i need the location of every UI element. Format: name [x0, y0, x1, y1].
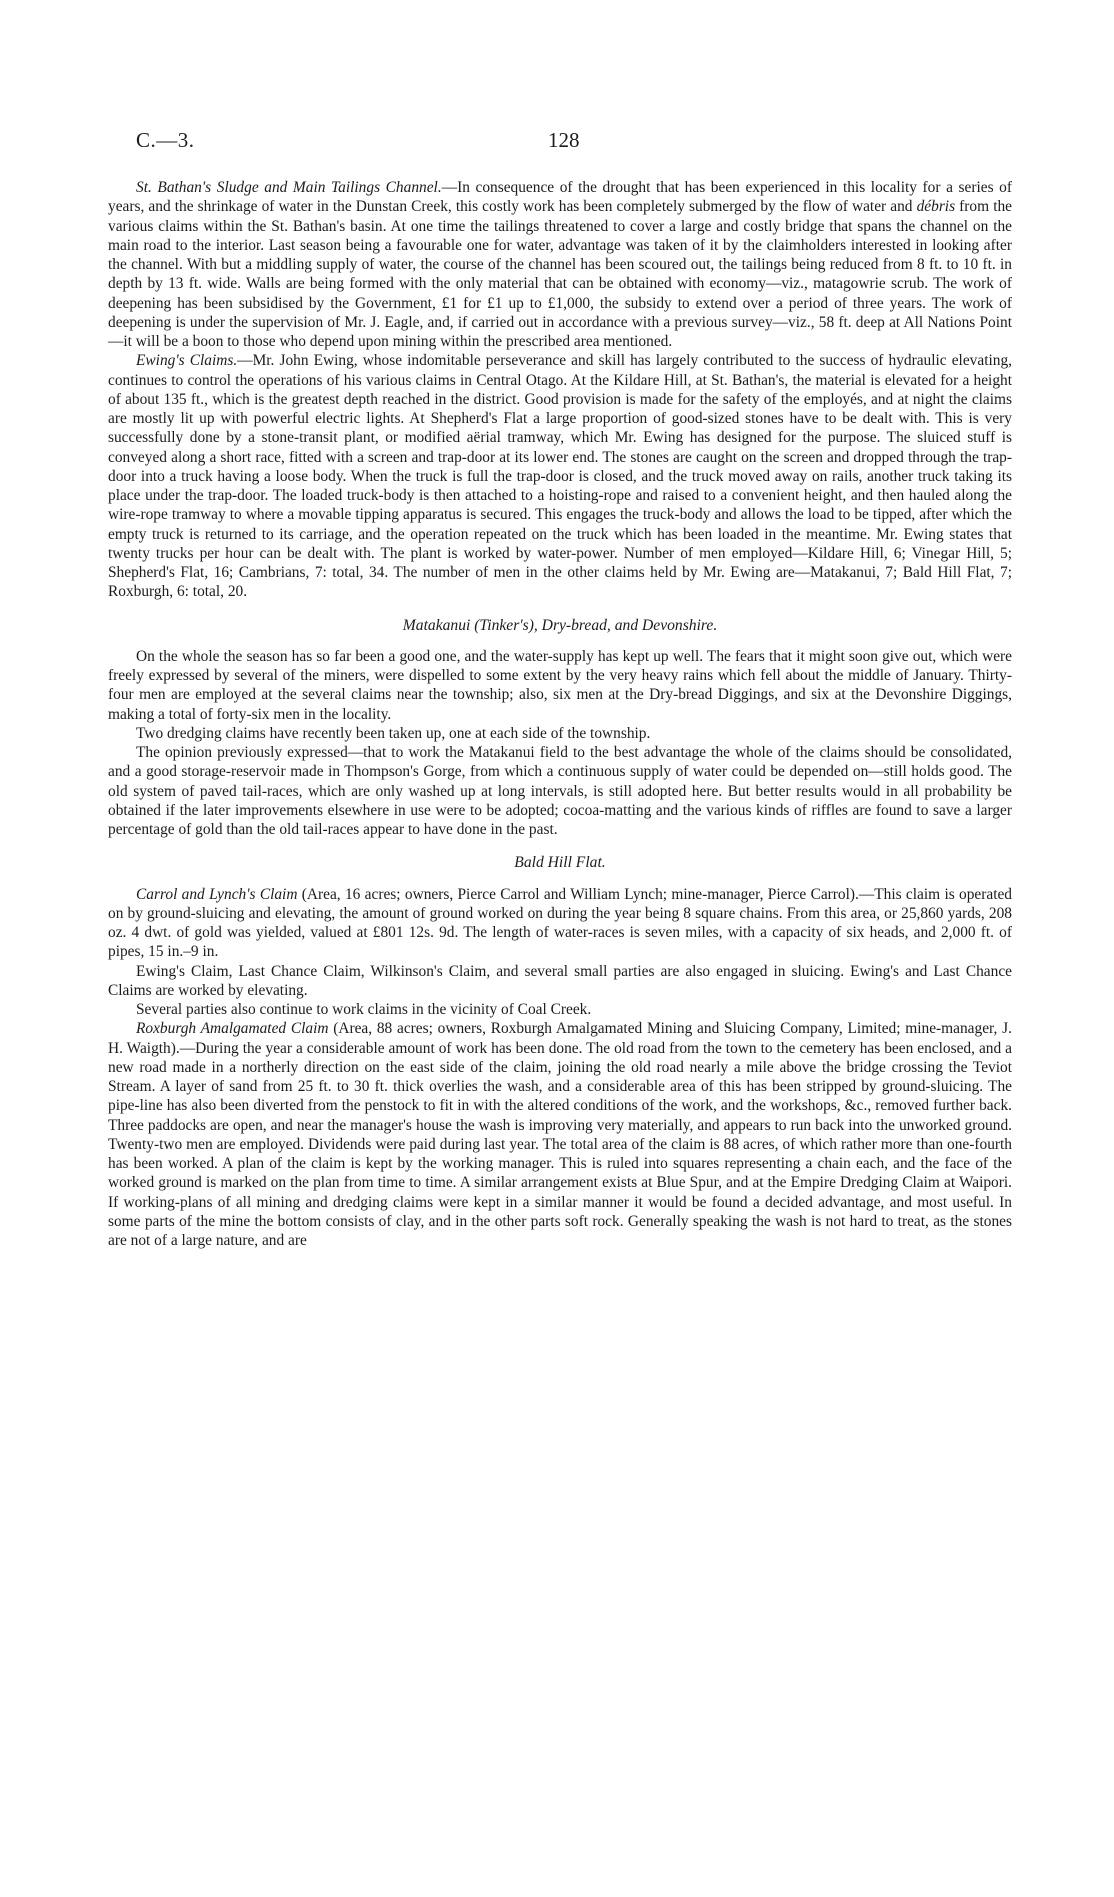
- section-heading-matakanui: Matakanui (Tinker's), Dry-bread, and Devonshire.: [402, 616, 718, 634]
- paragraph-matakanui-season: On the whole the season has so far been a good one, and the water-supply has kept up well. The fears that it might soon give out, which were freely expressed by several of the miners, were dispelled to some extent by the very heavy rains which fell about the middle of January. Thirty-four men are employed at the several claims near the township; also, six men at the Dry-bread Diggings, and six at the Devonshire Diggings, making a total of forty-six men in the locality.: [108, 647, 1012, 723]
- paragraph-ewings-claims: [108, 351, 1012, 601]
- paragraph-text: —In consequence of the drought that has been experienced in this locality for a series of years, and the shrinkage of water in the Dunstan Creek, this costly work has been completely submerged by the flow of water and: [108, 179, 1012, 216]
- paragraph-carrol-lynch-claim: [108, 885, 1012, 962]
- paragraph-title: Ewing's Claims.: [136, 352, 238, 370]
- paragraph-coal-creek: Several parties also continue to work claims in the vicinity of Coal Creek.: [136, 1001, 592, 1018]
- document-body: [108, 178, 1012, 1250]
- paragraph-st-bathans-channel: [108, 178, 1012, 351]
- paragraph-roxburgh-claim: [108, 1019, 1012, 1250]
- paragraph-title: Roxburgh Amalgamated Claim: [136, 1020, 329, 1038]
- paragraph-matakanui-opinion: The opinion previously expressed—that to work the Matakanui field to the best advantage the whole of the claims should be consolidated, and a good storage-reservoir made in Thompson's Gorge, from which a continuous supply of water could be depended on—still holds good. The old system of paved tail-races, which are only washed up at long intervals, is still adopted here. But better results would in all probability be obtained if the later improvements elsewhere in use were to be adopted; cocoa-matting and the various kinds of riffles are found to save a larger percentage of gold than the old tail-races appear to have done in the past.: [108, 744, 1012, 838]
- paragraph-text: (Area, 16 acres; owners, Pierce Carrol and William Lynch; mine-manager, Pierce Carrol).—This claim is operated on by ground-sluicing and elevating, the amount of ground worked on during the year being 8 square chains. From this area, or 25,860 yards, 208 oz. 4 dwt. of gold was yielded, valued at £801 12s. 9d. The length of water-races is seven miles, with a capacity of six heads, and 2,000 ft. of pipes, 15 in.–9 in.: [108, 885, 1013, 961]
- paragraph-text: (Area, 88 acres; owners, Roxburgh Amalgamated Mining and Sluicing Company, Limited; mine-manager, J. H. Waigth).—During the year a considerable amount of work has been done. The old road from the town to the cemetery has been enclosed, and a new road made in a northerly direction on the east side of the claim, joining the old road nearly a mile above the bridge crossing the Teviot Stream. A layer of sand from 25 ft. to 30 ft. thick overlies the wash, and a considerable area of this has been stripped by ground-sluicing. The pipe-line has also been diverted from the penstock to fit in with the altered conditions of the work, and the workshops, &c., removed further back. Three paddocks are open, and near the manager's house the wash is improving very materially, and appears to run back into the unworked ground. Twenty-two men are employed. Dividends were paid during last year. The total area of the claim is 88 acres, of which rather more than one-fourth has been worked. A plan of the claim is kept by the working manager. This is ruled into squares representing a chain each, and the face of the worked ground is marked on the plan from time to time. A similar arrangement exists at Blue Spur, and at the Empire Dredging Claim at Waipori. If working-plans of all mining and dredging claims were kept in a similar manner it would be found a decided advantage, and most useful. In some parts of the mine the bottom consists of clay, and in the other parts soft rock. Generally speaking the wash is not hard to treat, as the stones are not of a large nature, and are: [108, 1020, 1012, 1249]
- paragraph-dredging-claims: Two dredging claims have recently been taken up, one at each side of the township.: [136, 724, 651, 742]
- paragraph-ewings-sluicing: Ewing's Claim, Last Chance Claim, Wilkinson's Claim, and several small parties are also engaged in sluicing. Ewing's and Last Chance Claims are worked by elevating.: [108, 962, 1012, 999]
- page-header: [136, 128, 1016, 158]
- section-heading-bald-hill-flat: Bald Hill Flat.: [514, 854, 606, 872]
- page-number: 128: [548, 128, 580, 152]
- document-reference: C.—3.: [136, 128, 195, 152]
- paragraph-text: —Mr. John Ewing, whose indomitable perseverance and skill has largely contributed to the success of hydraulic elevating, continues to control the operations of his various claims in Central Otago. At the Kildare Hill, at St. Bathan's, the material is elevated for a height of about 135 ft., which is the greatest depth reached in the district. Good provision is made for the safety of the employés, and at night the claims are mostly lit up with powerful electric lights. At Shepherd's Flat a large proportion of good-sized stones have to be dealt with. This is very successfully done by a stone-transit plant, or modified aërial tramway, which Mr. Ewing has designed for the purpose. The sluiced stuff is conveyed along a short race, fitted with a screen and trap-door at its lower end. The stones are caught on the screen and dropped through the trap-door into a truck having a loose body. When the truck is full the trap-door is closed, and the truck moved away on rails, another truck taking its place under the trap-door. The loaded truck-body is then attached to a hoisting-rope and raised to a convenient height, and then hauled along the wire-rope tramway to where a movable tipping apparatus is secured. This engages the truck-body and allows the load to be tipped, after which the empty truck is returned to its carriage, and the operation repeated on the truck which has been loaded in the meantime. Mr. Ewing states that twenty trucks per hour can be dealt with. The plant is worked by water-power. Number of men employed—Kildare Hill, 6; Vinegar Hill, 5; Shepherd's Flat, 16; Cambrians, 7: total, 34. The number of men in the other claims held by Mr. Ewing are—Matakanui, 7; Bald Hill Flat, 7; Roxburgh, 6: total, 20.: [108, 352, 1012, 601]
- paragraph-text: from the various claims within the St. Bathan's basin. At one time the tailings threatened to cover a large and costly bridge that spans the channel on the main road to the interior. Last season being a favourable one for water, advantage was taken of it by the claimholders interested in looking after the channel. With but a middling supply of water, the course of the channel has been scoured out, the tailings being reduced from 8 ft. to 10 ft. in depth by 13 ft. wide. Walls are being formed with the only material that can be obtained with economy—viz., matagowrie scrub. The work of deepening has been subsidised by the Government, £1 for £1 up to £1,000, the subsidy to extend over a period of three years. The work of deepening is under the supervision of Mr. J. Eagle, and, if carried out in accordance with a previous survey—viz., 58 ft. deep at All Nations Point—it will be a boon to those who depend upon mining within the prescribed area mentioned.: [108, 198, 1012, 350]
- paragraph-title: St. Bathan's Sludge and Main Tailings Channel.: [136, 179, 442, 196]
- italic-term: débris: [916, 198, 956, 216]
- paragraph-title: Carrol and Lynch's Claim: [136, 885, 298, 903]
